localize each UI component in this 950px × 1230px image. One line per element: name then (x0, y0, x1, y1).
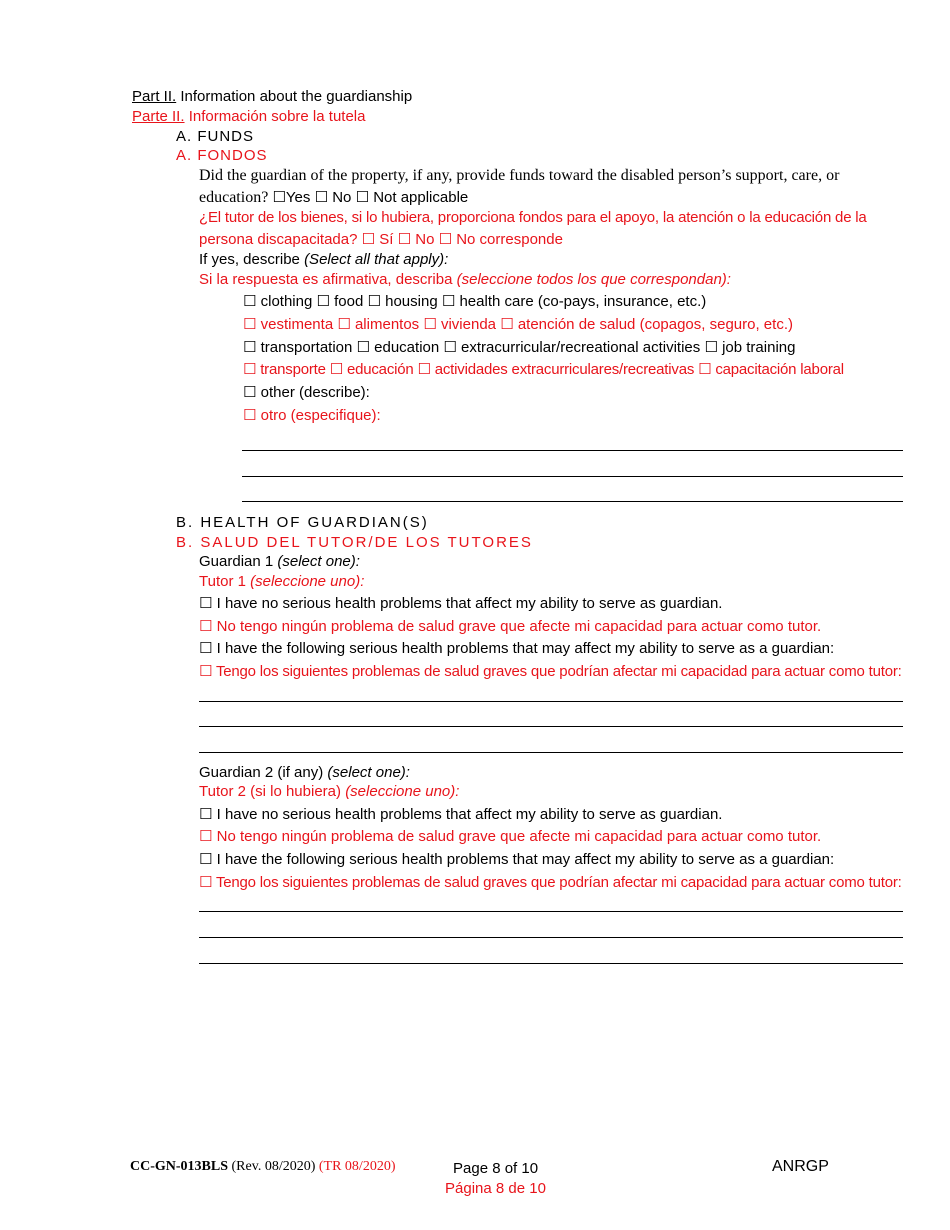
extracurricular-checkbox[interactable]: ☐ (443, 339, 457, 356)
other-option-en (243, 383, 370, 403)
guardian1-problems-label: I have the following serious health problems that may affect my ability to serve as a guardian: (216, 640, 835, 657)
education-label: education (374, 339, 440, 356)
health-heading-es: B. SALUD DEL TUTOR/DE LOS TUTORES (176, 534, 533, 551)
guardian2-problems-es-checkbox[interactable]: ☐ (199, 874, 213, 891)
no-corresponde-checkbox[interactable]: ☐ (438, 231, 453, 248)
funds-question-es-line2 (199, 230, 563, 250)
part-title-en (132, 87, 412, 107)
if-yes-es (199, 270, 731, 290)
transporte-label: transporte (260, 361, 326, 378)
not-applicable-checkbox[interactable]: ☐ (355, 189, 370, 206)
no-es-checkbox[interactable]: ☐ (397, 231, 412, 248)
guardian1-no-problems-es-label: No tengo ningún problema de salud grave que afecte mi capacidad para actuar como tutor. (216, 618, 822, 635)
housing-label: housing (385, 293, 438, 310)
health-care-label: health care (co-pays, insurance, etc.) (459, 293, 707, 310)
guardian1-write-line-2[interactable] (199, 726, 903, 727)
funds-question-es-line2-text: persona discapacitada? (199, 231, 358, 248)
other-write-line-1[interactable] (242, 450, 903, 451)
other-checkbox[interactable]: ☐ (243, 384, 257, 401)
guardian1-problems-checkbox[interactable]: ☐ (199, 640, 213, 657)
guardian2-problems-checkbox[interactable]: ☐ (199, 851, 213, 868)
guardian2-write-line-3[interactable] (199, 963, 903, 964)
transportation-label: transportation (260, 339, 353, 356)
guardian2-write-line-1[interactable] (199, 911, 903, 912)
guardian2-no-problems-en (199, 805, 722, 825)
guardian1-heading-es (199, 572, 364, 592)
funds-question-en-line2 (199, 188, 468, 208)
atencion-salud-label: atención de salud (copagos, seguro, etc.) (517, 316, 793, 333)
form-revision: (Rev. 08/2020) (231, 1159, 316, 1174)
otro-checkbox[interactable]: ☐ (243, 407, 257, 424)
no-checkbox[interactable]: ☐ (314, 189, 329, 206)
yes-checkbox[interactable]: ☐ (272, 189, 286, 206)
actividades-label: actividades extracurriculares/recreativas (434, 361, 695, 378)
guardian1-no-problems-label: I have no serious health problems that affect my ability to serve as guardian. (216, 595, 723, 612)
if-yes-en-text: If yes, describe (199, 251, 300, 268)
funds-options-row1-en (243, 292, 706, 312)
if-yes-en (199, 250, 448, 270)
funds-question-es-line1: ¿El tutor de los bienes, si lo hubiera, proporciona fondos para el apoyo, la atención o la educación de la (199, 209, 867, 226)
capacitacion-checkbox[interactable]: ☐ (698, 361, 712, 378)
guardian1-no-problems-checkbox[interactable]: ☐ (199, 595, 213, 612)
funds-heading-en: A. FUNDS (176, 128, 255, 145)
guardian1-heading-en (199, 552, 360, 572)
alimentos-label: alimentos (354, 316, 420, 333)
funds-options-row1-es (243, 315, 793, 335)
vestimenta-label: vestimenta (260, 316, 334, 333)
capacitacion-label: capacitación laboral (715, 361, 844, 378)
form-translation-revision: (TR 08/2020) (318, 1159, 396, 1174)
otro-label: otro (especifique): (260, 407, 381, 424)
other-write-line-3[interactable] (242, 501, 903, 502)
part-heading-es: Información sobre la tutela (188, 108, 366, 125)
guardian2-no-problems-es-checkbox[interactable]: ☐ (199, 828, 213, 845)
funds-options-row2-es (243, 360, 844, 380)
si-label: Sí (379, 231, 394, 248)
food-checkbox[interactable]: ☐ (316, 293, 330, 310)
part-title-es (132, 107, 365, 127)
transportation-checkbox[interactable]: ☐ (243, 339, 257, 356)
funds-options-row2-en (243, 338, 795, 358)
guardian2-problems-en (199, 850, 834, 870)
guardian1-write-line-1[interactable] (199, 701, 903, 702)
footer-code: ANRGP (772, 1158, 829, 1175)
guardian1-note-es: (seleccione uno): (250, 573, 365, 590)
alimentos-checkbox[interactable]: ☐ (337, 316, 351, 333)
guardian2-label-en: Guardian 2 (if any) (199, 764, 324, 781)
if-yes-es-note: (seleccione todos los que correspondan): (456, 271, 731, 288)
page-number-es: Página 8 de 10 (445, 1180, 546, 1197)
guardian2-note-es: (seleccione uno): (345, 783, 460, 800)
guardian2-note-en: (select one): (327, 764, 410, 781)
form-number: CC-GN-013BLS (130, 1159, 229, 1174)
yes-label: Yes (285, 189, 311, 206)
atencion-salud-checkbox[interactable]: ☐ (500, 316, 514, 333)
guardian1-problems-en (199, 639, 834, 659)
educacion-checkbox[interactable]: ☐ (329, 361, 343, 378)
transporte-checkbox[interactable]: ☐ (243, 361, 257, 378)
other-label: other (describe): (260, 384, 370, 401)
educacion-label: educación (346, 361, 414, 378)
extracurricular-label: extracurricular/recreational activities (461, 339, 701, 356)
guardian2-heading-en (199, 763, 410, 783)
si-checkbox[interactable]: ☐ (361, 231, 376, 248)
funds-question-en-line1: Did the guardian of the property, if any, provide funds toward the disabled person’s support, care, or (199, 167, 840, 184)
clothing-label: clothing (260, 293, 313, 310)
part-label-es: Parte II. (132, 108, 185, 125)
guardian1-label-en: Guardian 1 (199, 553, 274, 570)
actividades-checkbox[interactable]: ☐ (417, 361, 431, 378)
vivienda-checkbox[interactable]: ☐ (423, 316, 437, 333)
housing-checkbox[interactable]: ☐ (367, 293, 381, 310)
guardian1-no-problems-es-checkbox[interactable]: ☐ (199, 618, 213, 635)
no-label: No (332, 189, 352, 206)
health-care-checkbox[interactable]: ☐ (441, 293, 456, 310)
food-label: food (334, 293, 364, 310)
if-yes-en-note: (Select all that apply): (304, 251, 449, 268)
job-training-checkbox[interactable]: ☐ (704, 339, 718, 356)
guardian2-problems-label: I have the following serious health problems that may affect my ability to serve as a guardian: (216, 851, 835, 868)
guardian1-problems-es-label: Tengo los siguientes problemas de salud graves que podrían afectar mi capacidad para actuar como tutor: (215, 663, 902, 680)
part-heading-en: Information about the guardianship (180, 88, 413, 105)
clothing-checkbox[interactable]: ☐ (243, 293, 257, 310)
if-yes-es-text: Si la respuesta es afirmativa, describa (199, 271, 453, 288)
other-write-line-2[interactable] (242, 476, 903, 477)
guardian2-no-problems-es (199, 827, 821, 847)
guardian1-write-line-3[interactable] (199, 752, 903, 753)
vestimenta-checkbox[interactable]: ☐ (243, 316, 257, 333)
education-checkbox[interactable]: ☐ (356, 339, 370, 356)
guardian2-problems-es (199, 873, 902, 893)
funds-heading-es: A. FONDOS (176, 147, 268, 164)
health-heading-en: B. HEALTH OF GUARDIAN(S) (176, 514, 429, 531)
no-corresponde-label: No corresponde (456, 231, 563, 248)
guardian2-write-line-2[interactable] (199, 937, 903, 938)
guardian2-no-problems-checkbox[interactable]: ☐ (199, 806, 213, 823)
guardian2-no-problems-label: I have no serious health problems that affect my ability to serve as guardian. (216, 806, 723, 823)
job-training-label: job training (722, 339, 796, 356)
guardian2-label-es: Tutor 2 (si lo hubiera) (199, 783, 342, 800)
guardian1-no-problems-en (199, 594, 722, 614)
no-es-label: No (415, 231, 435, 248)
other-option-es (243, 406, 381, 426)
guardian2-problems-es-label: Tengo los siguientes problemas de salud graves que podrían afectar mi capacidad para actuar como tutor: (215, 874, 902, 891)
guardian1-label-es: Tutor 1 (199, 573, 246, 590)
vivienda-label: vivienda (440, 316, 497, 333)
guardian2-heading-es (199, 782, 459, 802)
guardian1-problems-es (199, 662, 902, 682)
guardian1-note-en: (select one): (277, 553, 360, 570)
part-label-en: Part II. (132, 88, 177, 105)
footer-form-id (130, 1157, 395, 1177)
guardian1-problems-es-checkbox[interactable]: ☐ (199, 663, 213, 680)
guardian1-no-problems-es (199, 617, 821, 637)
guardian2-no-problems-es-label: No tengo ningún problema de salud grave que afecte mi capacidad para actuar como tutor. (216, 828, 822, 845)
funds-question-en-line2-text: education? (199, 189, 269, 206)
page-number-en: Page 8 of 10 (453, 1160, 539, 1177)
not-applicable-label: Not applicable (373, 189, 469, 206)
